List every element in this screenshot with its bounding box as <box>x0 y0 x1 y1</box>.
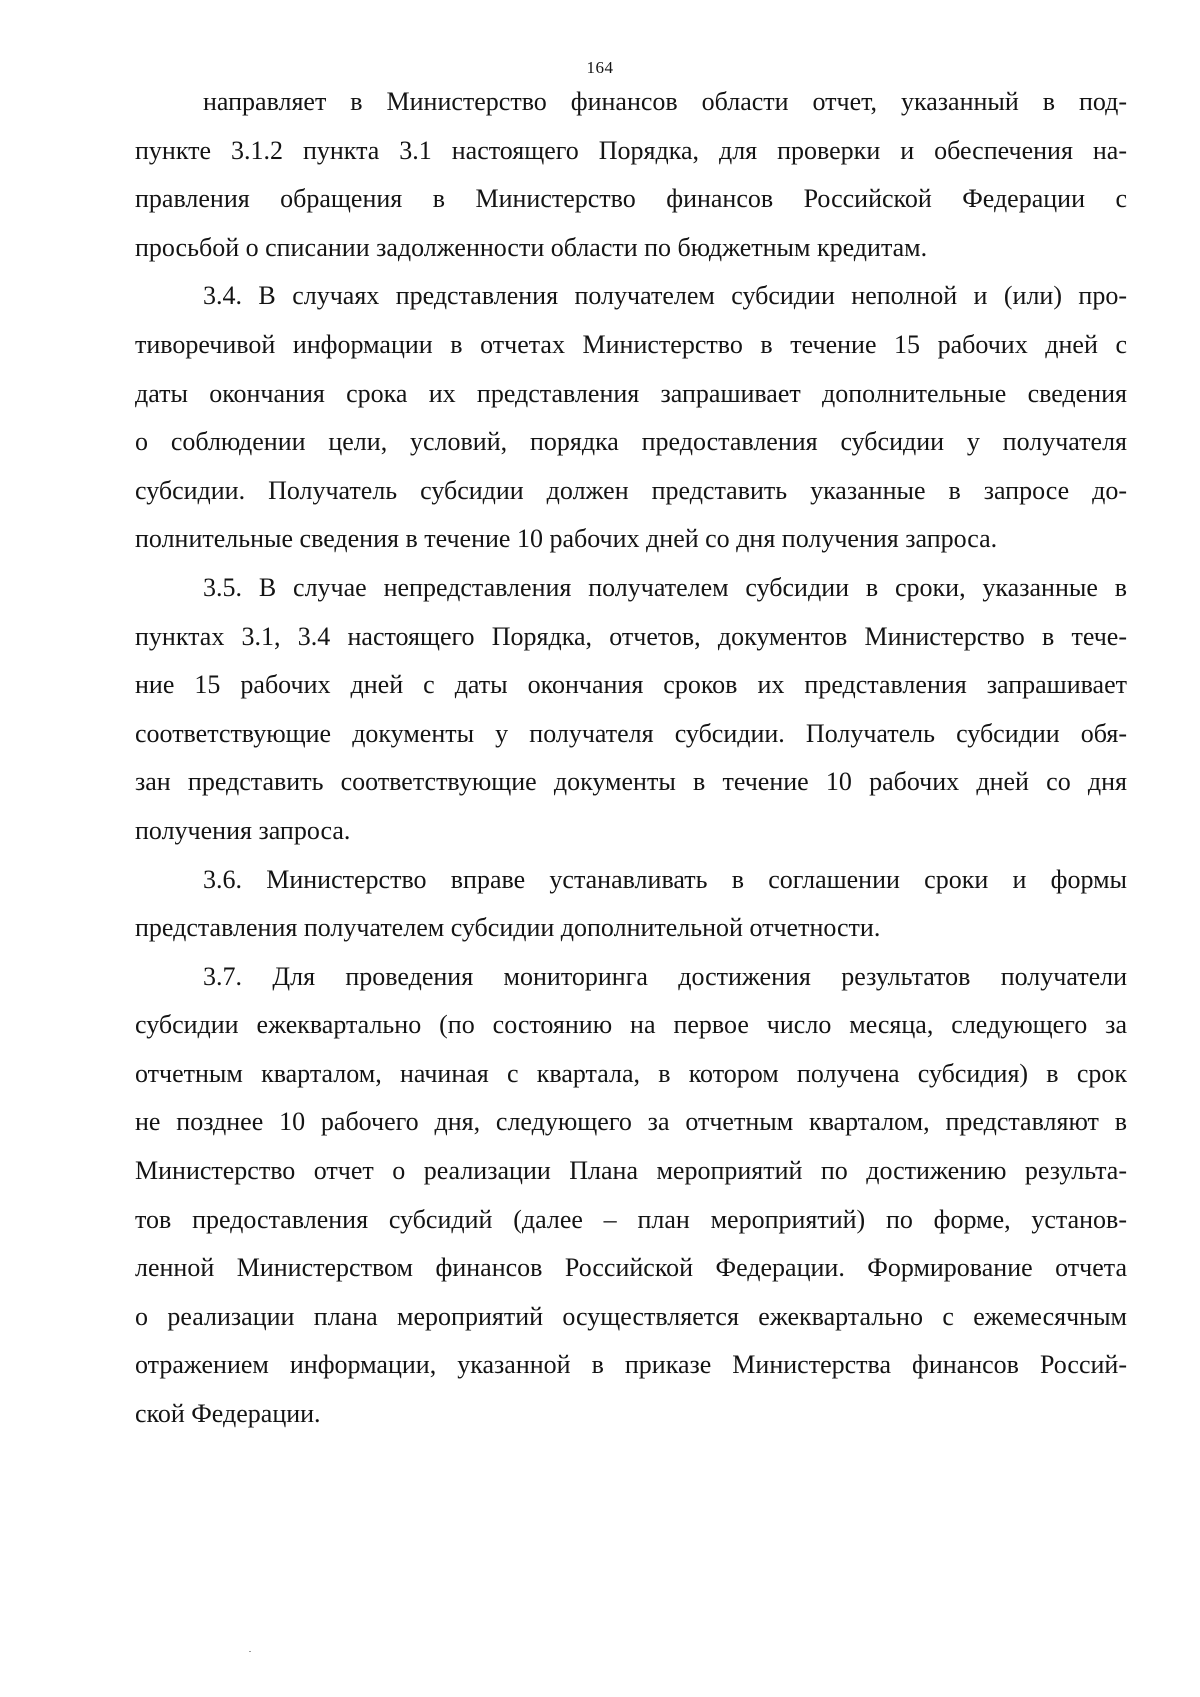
text-line: 3.5. В случае непредставления получателем субсидии в сроки, указанные в <box>203 572 1127 602</box>
text-line: представления получателем субсидии дополнительной отчетности. <box>135 913 881 943</box>
document-body <box>135 78 1127 1439</box>
text-line: ской Федерации. <box>135 1399 321 1429</box>
page-number: 164 <box>586 58 614 77</box>
text-line: ленной Министерством финансов Российской Федерации. Формирование отчета <box>135 1253 1127 1283</box>
text-line: отчетным кварталом, начиная с квартала, в котором получена субсидия) в срок <box>135 1058 1127 1088</box>
text-line: просьбой о списании задолженности области по бюджетным кредитам. <box>135 232 928 262</box>
text-line: о реализации плана мероприятий осуществляется ежеквартально с ежемесячным <box>135 1301 1127 1331</box>
text-line: тов предоставления субсидий (далее – план мероприятий) по форме, установ- <box>135 1204 1127 1234</box>
text-line: Министерство отчет о реализации Плана мероприятий по достижению результа- <box>135 1156 1127 1186</box>
text-line: тиворечивой информации в отчетах Министерство в течение 15 рабочих дней с <box>135 329 1127 359</box>
text-line: даты окончания срока их представления запрашивает дополнительные сведения <box>135 378 1127 408</box>
text-line: субсидии. Получатель субсидии должен представить указанные в запросе до- <box>135 475 1127 505</box>
text-line: пункте 3.1.2 пункта 3.1 настоящего Порядка, для проверки и обеспечения на- <box>135 135 1127 165</box>
text-line: 3.6. Министерство вправе устанавливать в соглашении сроки и формы <box>203 864 1127 894</box>
text-line: пунктах 3.1, 3.4 настоящего Порядка, отчетов, документов Министерство в тече- <box>135 621 1127 651</box>
text-line: ние 15 рабочих дней с даты окончания сроков их представления запрашивает <box>135 670 1127 700</box>
scan-artifact <box>249 1651 251 1652</box>
text-line: о соблюдении цели, условий, порядка предоставления субсидии у получателя <box>135 427 1127 457</box>
text-line: полнительные сведения в течение 10 рабочих дней со дня получения запроса. <box>135 524 998 554</box>
text-line: не позднее 10 рабочего дня, следующего за отчетным кварталом, представляют в <box>135 1107 1127 1137</box>
text-line: соответствующие документы у получателя субсидии. Получатель субсидии обя- <box>135 718 1127 748</box>
text-line: правления обращения в Министерство финансов Российской Федерации с <box>135 184 1127 214</box>
text-line: 3.7. Для проведения мониторинга достижения результатов получатели <box>203 961 1127 991</box>
text-line: субсидии ежеквартально (по состоянию на первое число месяца, следующего за <box>135 1010 1127 1040</box>
text-line: отражением информации, указанной в приказе Министерства финансов Россий- <box>135 1350 1127 1380</box>
text-line: зан представить соответствующие документы в течение 10 рабочих дней со дня <box>135 767 1127 797</box>
text-line: направляет в Министерство финансов области отчет, указанный в под- <box>203 87 1127 116</box>
text-line: 3.4. В случаях представления получателем субсидии неполной и (или) про- <box>203 281 1127 311</box>
text-line: получения запроса. <box>135 815 351 845</box>
